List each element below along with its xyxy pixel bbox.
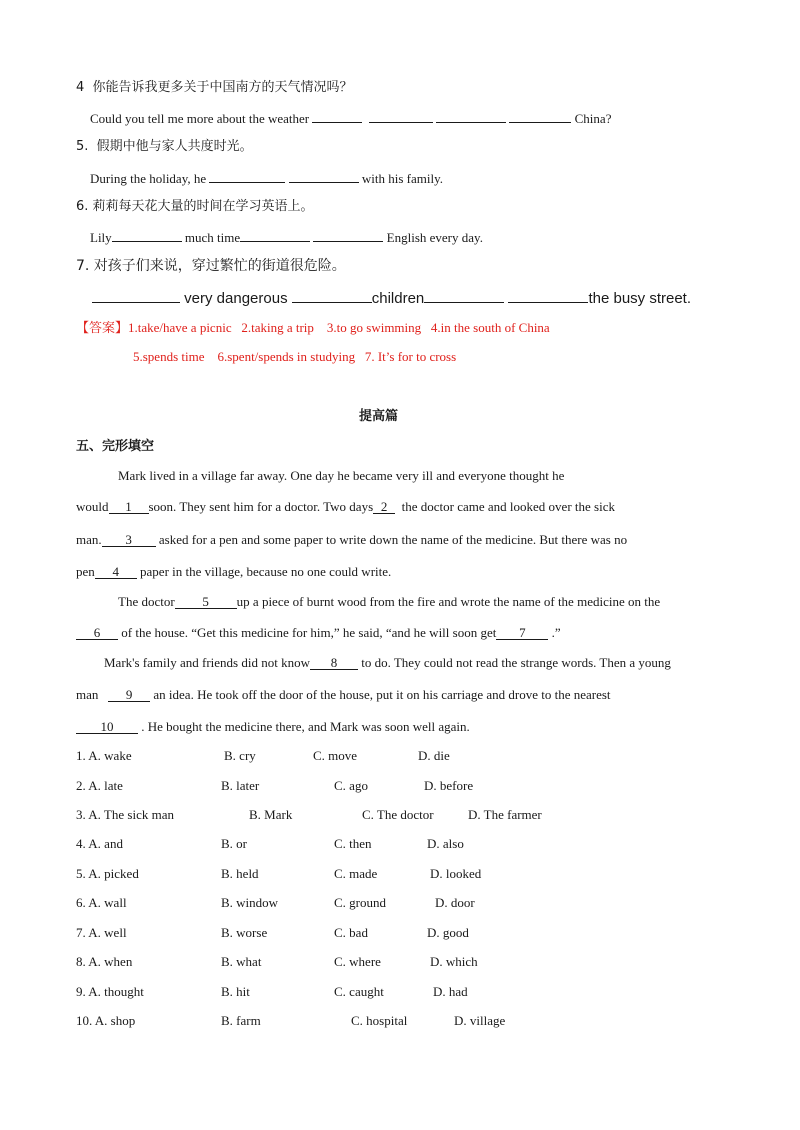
option-a[interactable]: 3. A. The sick man <box>76 807 174 822</box>
option-b[interactable]: B. or <box>221 836 247 851</box>
cloze-blank-6[interactable]: 6 <box>76 626 118 640</box>
cloze-blank-9[interactable]: 9 <box>108 688 150 702</box>
q7-chinese: 7. 对孩子们来说，穿过繁忙的街道很危险。 <box>76 258 346 274</box>
q7-text-b: children <box>371 290 425 307</box>
option-a[interactable]: 9. A. thought <box>76 984 144 999</box>
passage-text: .” <box>551 625 561 640</box>
q7-blank-1[interactable] <box>92 289 180 303</box>
q7-blank-3[interactable] <box>424 289 504 303</box>
q6-blank-2[interactable] <box>240 230 310 242</box>
option-b[interactable]: B. hit <box>221 984 250 999</box>
q5-chinese: 5. 假期中他与家人共度时光。 <box>76 139 253 154</box>
q5-text-b: with his family. <box>361 171 444 186</box>
q7-text-c: the busy street. <box>588 290 692 307</box>
option-d[interactable]: D. which <box>430 954 478 969</box>
passage-p1-line2 <box>76 500 615 514</box>
answer-line-2: 5.spends time 6.spent/spends in studying 7. It’s for to cross <box>133 349 457 364</box>
passage-text: paper in the village, because no one could write. <box>140 564 392 579</box>
q6-text-c: English every day. <box>386 230 483 245</box>
option-b[interactable]: B. Mark <box>249 807 293 822</box>
passage-text: the doctor came and looked over the sick <box>401 499 615 514</box>
option-b[interactable]: B. what <box>221 954 262 969</box>
option-d[interactable]: D. before <box>424 778 474 793</box>
option-b[interactable]: B. farm <box>221 1013 261 1028</box>
cloze-blank-5[interactable]: 5 <box>175 595 237 609</box>
q5-text-a: During the holiday, he <box>90 171 207 186</box>
q4-english <box>90 111 611 125</box>
option-c[interactable]: C. then <box>334 836 372 851</box>
cloze-blank-1[interactable]: 1 <box>109 500 149 514</box>
option-c[interactable]: C. ground <box>334 895 386 910</box>
option-d[interactable]: D. door <box>435 895 475 910</box>
option-c[interactable]: C. bad <box>334 925 368 940</box>
cloze-blank-7[interactable]: 7 <box>496 626 548 640</box>
answer-line-1: 【答案】1.take/have a picnic 2.taking a trip 3.to go swimming 4.in the south of China <box>76 320 550 335</box>
passage-p3-line2 <box>76 688 611 702</box>
q6-english <box>90 230 483 244</box>
q4-blank-3[interactable] <box>436 111 506 123</box>
option-b[interactable]: B. held <box>221 866 259 881</box>
passage-text: soon. They sent him for a doctor. Two days <box>148 499 374 514</box>
passage-p1-line3 <box>76 533 627 547</box>
option-a[interactable]: 2. A. late <box>76 778 123 793</box>
cloze-blank-8[interactable]: 8 <box>310 656 358 670</box>
q4-text-b: China? <box>574 111 612 126</box>
cloze-blank-2[interactable]: 2 <box>373 500 395 514</box>
passage-p3-line3 <box>76 720 470 734</box>
q4-blank-4[interactable] <box>509 111 571 123</box>
option-c[interactable]: C. hospital <box>351 1013 408 1028</box>
passage-text: man. <box>76 532 102 547</box>
option-a[interactable]: 4. A. and <box>76 836 123 851</box>
passage-p2-line2 <box>76 626 561 640</box>
q4-text-a: Could you tell me more about the weather <box>90 111 310 126</box>
passage-text: Mark's family and friends did not know <box>104 655 310 670</box>
passage-text: an idea. He took off the door of the house, put it on his carriage and drove to the nearest <box>153 687 611 702</box>
q6-chinese: 6. 莉莉每天花大量的时间在学习英语上。 <box>76 199 314 214</box>
option-a[interactable]: 7. A. well <box>76 925 127 940</box>
option-d[interactable]: D. had <box>433 984 468 999</box>
option-c[interactable]: C. caught <box>334 984 384 999</box>
option-d[interactable]: D. die <box>418 748 450 763</box>
q5-blank-1[interactable] <box>209 171 285 183</box>
passage-text: asked for a pen and some paper to write down the name of the medicine. But there was no <box>158 532 628 547</box>
option-c[interactable]: C. move <box>313 748 358 763</box>
cloze-blank-3[interactable]: 3 <box>102 533 156 547</box>
q7-blank-2[interactable] <box>292 289 372 303</box>
passage-text: would <box>76 499 109 514</box>
option-a[interactable]: 8. A. when <box>76 954 133 969</box>
option-a[interactable]: 6. A. wall <box>76 895 127 910</box>
q6-blank-3[interactable] <box>313 230 383 242</box>
q5-english <box>90 171 443 185</box>
q7-blank-4[interactable] <box>508 289 588 303</box>
passage-p1-line1: Mark lived in a village far away. One day he became very ill and everyone thought he <box>118 468 565 483</box>
passage-text: to do. They could not read the strange words. Then a young <box>361 655 671 670</box>
option-c[interactable]: C. made <box>334 866 378 881</box>
option-a[interactable]: 1. A. wake <box>76 748 132 763</box>
option-b[interactable]: B. cry <box>224 748 256 763</box>
option-c[interactable]: C. The doctor <box>362 807 434 822</box>
option-d[interactable]: D. village <box>454 1013 506 1028</box>
option-b[interactable]: B. worse <box>221 925 268 940</box>
q6-blank-1[interactable] <box>112 230 182 242</box>
q5-blank-2[interactable] <box>289 171 359 183</box>
q6-text-a: Lily <box>90 230 112 245</box>
section-title: 五、完形填空 <box>76 439 155 454</box>
q7-english <box>92 289 691 306</box>
passage-text: man <box>76 687 99 702</box>
option-c[interactable]: C. ago <box>334 778 368 793</box>
passage-text: up a piece of burnt wood from the fire and wrote the name of the medicine on the <box>236 594 661 609</box>
option-d[interactable]: D. good <box>427 925 469 940</box>
passage-text: pen <box>76 564 95 579</box>
cloze-blank-4[interactable]: 4 <box>95 565 137 579</box>
q7-text-a: very dangerous <box>184 290 288 307</box>
section-heading: 提高篇 <box>359 409 399 424</box>
option-a[interactable]: 10. A. shop <box>76 1013 136 1028</box>
passage-text: The doctor <box>118 594 175 609</box>
cloze-blank-10[interactable]: 10 <box>76 720 138 734</box>
option-b[interactable]: B. later <box>221 778 260 793</box>
option-c[interactable]: C. where <box>334 954 381 969</box>
q6-text-b: much time <box>184 230 241 245</box>
q4-blank-1[interactable] <box>312 111 362 123</box>
option-d[interactable]: D. looked <box>430 866 482 881</box>
passage-p1-line4 <box>76 565 391 579</box>
passage-text: . He bought the medicine there, and Mark was soon well again. <box>141 719 470 734</box>
option-a[interactable]: 5. A. picked <box>76 866 139 881</box>
q4-chinese: 4 你能告诉我更多关于中国南方的天气情况吗？ <box>76 80 353 95</box>
option-d[interactable]: D. The farmer <box>468 807 542 822</box>
q4-blank-2[interactable] <box>369 111 433 123</box>
passage-p2-line1 <box>118 595 660 609</box>
option-d[interactable]: D. also <box>427 836 464 851</box>
passage-text: of the house. “Get this medicine for him,” he said, “and he will soon get <box>121 625 497 640</box>
passage-p3-line1 <box>104 656 671 670</box>
option-b[interactable]: B. window <box>221 895 279 910</box>
